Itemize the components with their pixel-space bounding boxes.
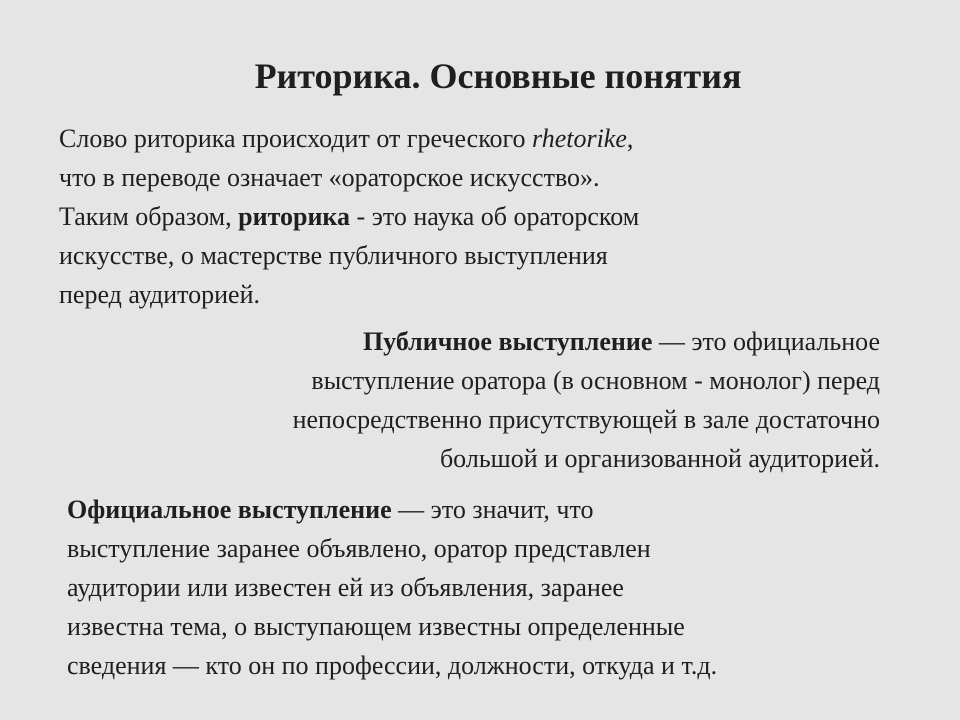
- paragraph-line: [59, 197, 849, 236]
- public-speech-definition-paragraph: [110, 322, 880, 478]
- term-public-speech-bold: Публичное выступление: [362, 327, 653, 356]
- paragraph-line: перед аудиторией.: [59, 280, 260, 309]
- paragraph-line: [110, 322, 880, 361]
- slide-title: Риторика. Основные понятия: [254, 56, 742, 96]
- line-text: Слово риторика происходит от греческого: [59, 124, 533, 153]
- line-text: — это значит, что: [391, 495, 594, 524]
- paragraph-line: непосредственно присутствующей в зале достаточно: [292, 405, 880, 434]
- term-official-speech-bold: Официальное выступление: [67, 495, 392, 524]
- paragraph-line: искусстве, о мастерстве публичного выступления: [59, 241, 608, 270]
- term-rhetoric-bold: риторика: [238, 202, 351, 231]
- paragraph-line: большой и организованной аудиторией.: [439, 444, 880, 473]
- paragraph-line: сведения — кто он по профессии, должности, откуда и т.д.: [67, 651, 718, 680]
- rhetoric-definition-paragraph: [59, 119, 849, 314]
- paragraph-line: что в переводе означает «ораторское искусство».: [59, 163, 600, 192]
- line-text: Таким образом,: [59, 202, 239, 231]
- official-speech-definition-paragraph: [67, 490, 907, 685]
- paragraph-line: [67, 490, 907, 529]
- line-text: ,: [626, 124, 634, 153]
- line-text: — это официальное: [652, 327, 880, 356]
- paragraph-line: известна тема, о выступающем известны определенные: [67, 612, 685, 641]
- paragraph-line: [59, 119, 849, 158]
- greek-term-italic: rhetorike: [532, 124, 627, 153]
- line-text: - это наука об ораторском: [350, 202, 640, 231]
- paragraph-line: аудитории или известен ей из объявления, заранее: [67, 573, 624, 602]
- paragraph-line: выступление оратора (в основном - монолог) перед: [311, 366, 880, 395]
- paragraph-line: выступление заранее объявлено, оратор представлен: [67, 534, 651, 563]
